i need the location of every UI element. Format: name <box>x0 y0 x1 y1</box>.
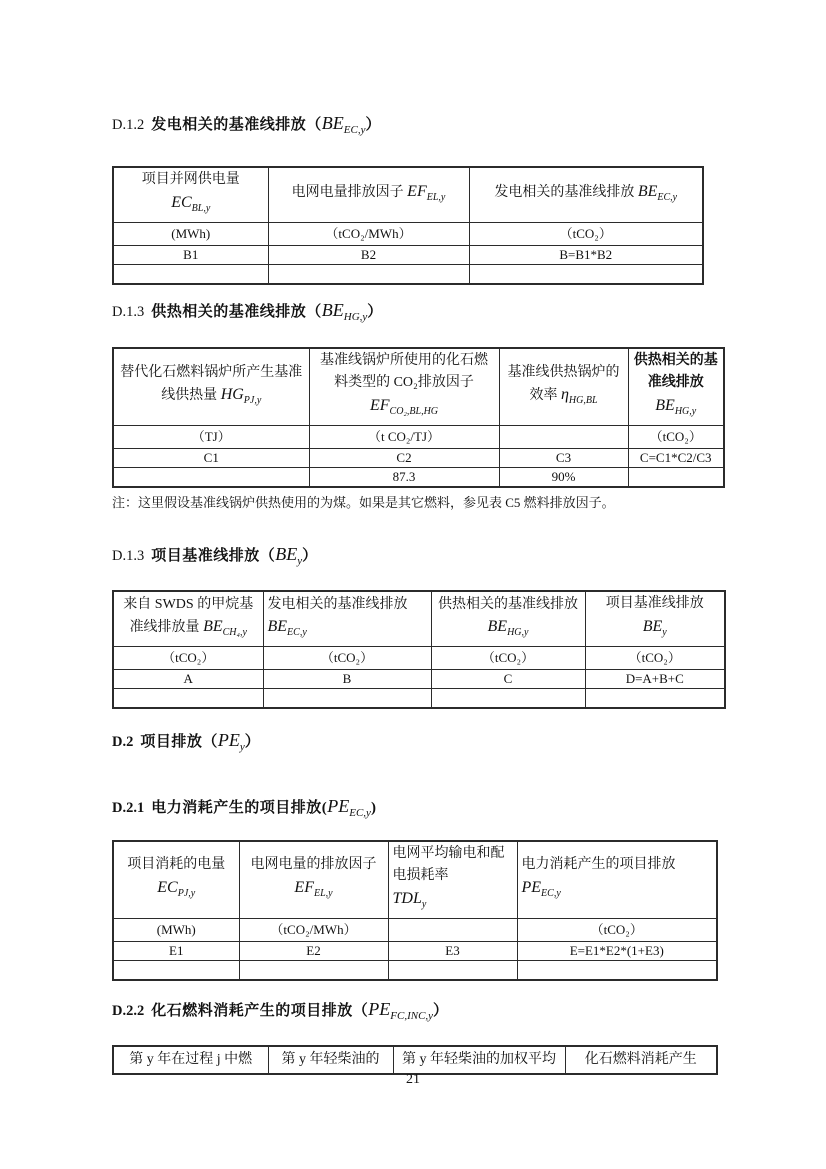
header-text: 发电相关的基准线排放 <box>267 597 408 612</box>
header-text: 项目并网供电量 <box>141 172 240 187</box>
header-row <box>113 348 724 425</box>
formula: $\eta_{HG,BL}$ <box>560 386 598 406</box>
table-fossil-fuel-project-emissions-partial <box>112 1045 718 1075</box>
paren-open: （ <box>202 734 218 750</box>
value-cell: C2 <box>309 448 499 467</box>
page-number: 21 <box>406 1072 420 1087</box>
section-number: D.1.3 <box>112 548 145 564</box>
header-text: 项目基准线排放 <box>605 596 704 611</box>
unit-cell: (MWh) <box>113 918 239 941</box>
paren-open: （ <box>352 1003 369 1019</box>
paren-close: ) <box>370 800 377 816</box>
formula: $BE_{EC,y}$ <box>267 618 307 638</box>
table-electricity-project-emissions <box>112 840 718 981</box>
section-heading-d22 <box>112 998 449 1027</box>
empty-cell <box>113 689 263 709</box>
unit-cell: （tCO₂/MWh） <box>268 222 469 245</box>
empty-cell <box>388 961 517 981</box>
empty-cell <box>113 265 268 285</box>
value-cell: B=B1*B2 <box>469 245 703 264</box>
value-row <box>113 448 724 467</box>
header-cell <box>309 348 499 425</box>
header-text: 电网电量的排放因子 <box>250 857 377 872</box>
unit-row <box>113 918 717 941</box>
empty-row <box>113 265 703 285</box>
formula: $HG_{PJ,y}$ <box>220 386 262 406</box>
empty-cell <box>113 961 239 981</box>
header-row <box>113 167 703 222</box>
value-cell: E2 <box>239 941 388 960</box>
formula: $EF_{EL,y}$ <box>294 879 333 899</box>
header-cell <box>263 591 431 646</box>
empty-row <box>113 689 725 709</box>
formula: $PE_{EC,y}$ <box>521 879 561 899</box>
header-cell <box>628 348 724 425</box>
footnote: 注：这里假设基准线锅炉供热使用的为煤。如果是其它燃料，参见表 C5 燃料排放因子。 <box>112 495 615 510</box>
formula: $EC_{BL,y}$ <box>171 194 211 214</box>
header-cell <box>431 591 585 646</box>
paren-close: ） <box>244 734 261 750</box>
header-cell <box>388 841 517 918</box>
value-cell: D=A+B+C <box>585 669 725 688</box>
paren-open: （ <box>259 548 276 564</box>
unit-cell: （tCO₂） <box>628 425 724 448</box>
data-row <box>113 468 724 488</box>
empty-cell <box>585 689 725 709</box>
header-cell: 第 y 年在过程 j 中燃 <box>113 1046 268 1074</box>
formula: $BE_{HG,y}$ <box>487 618 529 638</box>
section-number: D.1.2 <box>112 117 145 133</box>
header-cell <box>469 167 703 222</box>
empty-cell <box>469 265 703 285</box>
header-text: 供热相关的基准线排放 <box>438 597 578 612</box>
formula: $BE_{EC,y}$ <box>637 183 678 203</box>
empty-row <box>113 961 717 981</box>
unit-cell: （tCO₂） <box>431 646 585 669</box>
paren-close: ） <box>365 117 381 133</box>
paren-close: ） <box>367 304 383 320</box>
value-row <box>113 941 717 960</box>
value-cell <box>113 468 309 488</box>
unit-cell: (MWh) <box>113 222 268 245</box>
header-text: 基准线锅炉所使用的化石燃料类型的 CO₂排放因子 <box>320 353 488 390</box>
header-text: 来自 SWDS 的甲烷基准线排放量 <box>123 597 254 635</box>
formula: $PE_{EC,y}$ <box>327 796 371 819</box>
unit-cell: （tCO₂） <box>585 646 725 669</box>
formula: $BE_{EC,y}$ <box>321 113 366 136</box>
formula: $PE_y$ <box>217 730 245 753</box>
header-row <box>113 1046 717 1074</box>
formula: $EF_{EL,y}$ <box>407 183 446 203</box>
section-title: 发电相关的基准线排放 <box>151 117 307 133</box>
unit-cell <box>388 918 517 941</box>
unit-cell: （TJ） <box>113 425 309 448</box>
paren-open: （ <box>306 304 322 320</box>
header-text: 电力消耗产生的项目排放 <box>521 857 676 872</box>
value-cell: C=C1*C2/C3 <box>628 448 724 467</box>
header-text: 供热相关的基准线排放 <box>633 353 718 390</box>
section-number: D.2 <box>112 734 134 750</box>
empty-cell <box>239 961 388 981</box>
value-cell: A <box>113 669 263 688</box>
section-title: 项目排放 <box>140 734 203 750</box>
section-heading-d13a <box>112 299 383 328</box>
empty-cell <box>263 689 431 709</box>
unit-cell: （tCO₂） <box>517 918 717 941</box>
unit-cell: （tCO₂） <box>113 646 263 669</box>
value-cell: 90% <box>499 468 628 488</box>
header-text: 发电相关的基准线排放 <box>494 185 635 200</box>
unit-cell <box>499 425 628 448</box>
empty-cell <box>431 689 585 709</box>
value-cell: E=E1*E2*(1+E3) <box>517 941 717 960</box>
header-row <box>113 591 725 646</box>
header-cell <box>239 841 388 918</box>
section-title: 项目基准线排放 <box>151 548 260 564</box>
formula: $EF_{CO_2,BL,HG}$ <box>369 397 439 417</box>
header-cell <box>268 167 469 222</box>
formula: $BE_y$ <box>275 544 303 567</box>
formula: $PE_{FC,INC,y}$ <box>368 999 434 1022</box>
value-row <box>113 669 725 688</box>
unit-row <box>113 425 724 448</box>
value-cell: B <box>263 669 431 688</box>
header-cell: 化石燃料消耗产生 <box>565 1046 717 1074</box>
unit-cell: （t CO₂/TJ） <box>309 425 499 448</box>
header-cell <box>113 591 263 646</box>
value-cell: 87.3 <box>309 468 499 488</box>
paren-open: ( <box>321 800 328 816</box>
section-heading-d21 <box>112 795 376 824</box>
empty-cell <box>517 961 717 981</box>
formula: $BE_{HG,y}$ <box>655 397 697 417</box>
value-cell: C3 <box>499 448 628 467</box>
value-cell: E1 <box>113 941 239 960</box>
header-text: 电网平均输电和配电损耗率 <box>392 846 505 883</box>
section-number: D.2.1 <box>112 800 145 816</box>
unit-cell: （tCO₂） <box>263 646 431 669</box>
header-text: 基准线供热锅炉的效率 <box>507 365 620 403</box>
value-cell: C1 <box>113 448 309 467</box>
formula: $BE_{HG,y}$ <box>321 300 368 323</box>
formula: $EC_{PJ,y}$ <box>157 879 196 899</box>
header-cell <box>113 841 239 918</box>
unit-cell: （tCO₂） <box>469 222 703 245</box>
section-heading-d2 <box>112 729 260 758</box>
unit-row <box>113 646 725 669</box>
paren-open: （ <box>306 117 322 133</box>
value-cell: C <box>431 669 585 688</box>
paren-close: ） <box>302 548 318 564</box>
section-heading-d12 <box>112 112 381 141</box>
value-cell: B2 <box>268 245 469 264</box>
unit-row <box>113 222 703 245</box>
table-electricity-baseline <box>112 166 704 285</box>
empty-cell <box>268 265 469 285</box>
paren-close: ） <box>433 1003 449 1019</box>
header-cell <box>499 348 628 425</box>
section-title: 化石燃料消耗产生的项目排放 <box>151 1003 353 1019</box>
formula: $BE_{CH_4,y}$ <box>203 618 247 638</box>
header-text: 替代化石燃料锅炉所产生基准线供热量 <box>120 365 303 403</box>
formula: $TDL_y$ <box>392 890 427 910</box>
header-text: 项目消耗的电量 <box>127 857 226 872</box>
value-cell: E3 <box>388 941 517 960</box>
formula: $BE_y$ <box>642 618 667 638</box>
section-title: 供热相关的基准线排放 <box>151 304 307 320</box>
value-row <box>113 245 703 264</box>
header-cell: 第 y 年轻柴油的 <box>268 1046 393 1074</box>
section-heading-d13b <box>112 543 318 572</box>
header-cell <box>585 591 725 646</box>
section-number: D.1.3 <box>112 304 145 320</box>
header-cell: 第 y 年轻柴油的加权平均 <box>393 1046 565 1074</box>
header-cell <box>517 841 717 918</box>
header-text: 电网电量排放因子 <box>291 185 404 200</box>
table-heat-baseline <box>112 347 725 488</box>
header-cell <box>113 167 268 222</box>
section-number: D.2.2 <box>112 1003 145 1019</box>
value-cell <box>628 468 724 488</box>
section-title: 电力消耗产生的项目排放 <box>151 800 322 816</box>
unit-cell: （tCO₂/MWh） <box>239 918 388 941</box>
value-cell: B1 <box>113 245 268 264</box>
header-cell <box>113 348 309 425</box>
table-project-baseline <box>112 590 726 709</box>
header-row <box>113 841 717 918</box>
